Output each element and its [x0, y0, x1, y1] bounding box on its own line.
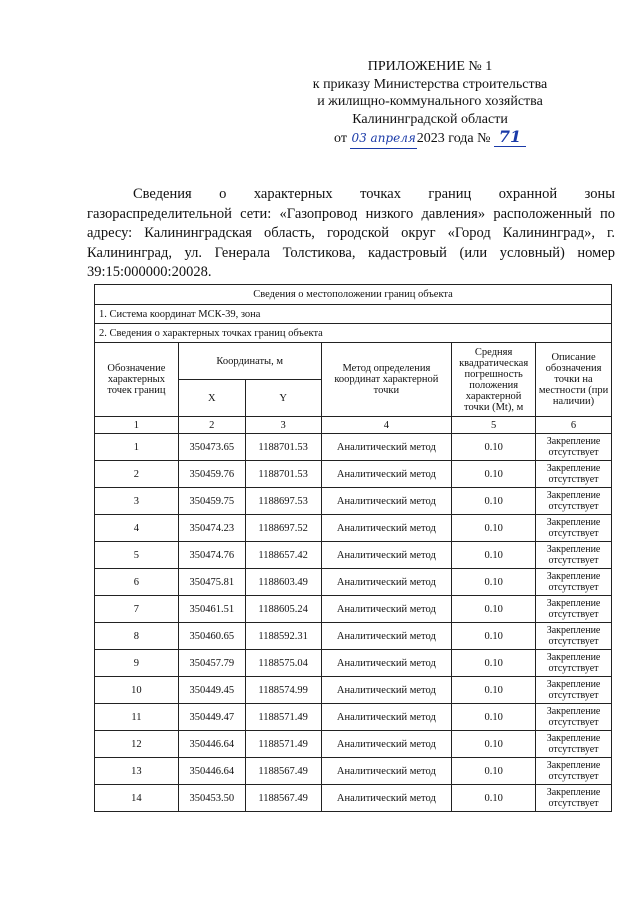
- header-coords: Координаты, м: [178, 343, 321, 380]
- method-cell: Аналитический метод: [321, 704, 452, 731]
- point-number-cell: 5: [95, 542, 179, 569]
- y-coordinate-cell: 1188575.04: [245, 650, 321, 677]
- point-number-cell: 13: [95, 758, 179, 785]
- x-coordinate-cell: 350461.51: [178, 596, 245, 623]
- error-cell: 0.10: [452, 758, 536, 785]
- column-number: 1: [95, 417, 179, 434]
- table-row: [95, 515, 612, 542]
- table-row: [95, 650, 612, 677]
- error-cell: 0.10: [452, 623, 536, 650]
- error-cell: 0.10: [452, 488, 536, 515]
- error-cell: 0.10: [452, 515, 536, 542]
- x-coordinate-cell: 350474.76: [178, 542, 245, 569]
- description-cell: [536, 434, 612, 461]
- description-text: Закрепление отсутствует: [546, 544, 601, 566]
- description-text: Закрепление отсутствует: [546, 760, 601, 782]
- method-cell: Аналитический метод: [321, 515, 452, 542]
- table-row: [95, 461, 612, 488]
- table-row: [95, 677, 612, 704]
- error-cell: 0.10: [452, 677, 536, 704]
- y-coordinate-cell: 1188567.49: [245, 785, 321, 812]
- method-cell: Аналитический метод: [321, 785, 452, 812]
- description-cell: [536, 569, 612, 596]
- y-coordinate-cell: 1188603.49: [245, 569, 321, 596]
- appendix-header: [300, 58, 560, 149]
- point-number-cell: 1: [95, 434, 179, 461]
- y-coordinate-cell: 1188571.49: [245, 731, 321, 758]
- x-coordinate-cell: 350459.76: [178, 461, 245, 488]
- error-cell: 0.10: [452, 569, 536, 596]
- method-cell: Аналитический метод: [321, 596, 452, 623]
- y-coordinate-cell: 1188697.52: [245, 515, 321, 542]
- column-number: 4: [321, 417, 452, 434]
- x-coordinate-cell: 350446.64: [178, 731, 245, 758]
- x-coordinate-cell: 350446.64: [178, 758, 245, 785]
- table-title: Сведения о местоположении границ объекта: [95, 285, 612, 305]
- x-coordinate-cell: 350459.75: [178, 488, 245, 515]
- table-row: [95, 704, 612, 731]
- error-cell: 0.10: [452, 596, 536, 623]
- point-number-cell: 7: [95, 596, 179, 623]
- description-cell: [536, 650, 612, 677]
- method-cell: Аналитический метод: [321, 623, 452, 650]
- boundary-points-table: [94, 284, 612, 812]
- y-coordinate-cell: 1188592.31: [245, 623, 321, 650]
- error-cell: 0.10: [452, 461, 536, 488]
- description-text: Закрепление отсутствует: [546, 679, 601, 701]
- description-cell: [536, 461, 612, 488]
- y-coordinate-cell: 1188657.42: [245, 542, 321, 569]
- description-text: Закрепление отсутствует: [546, 517, 601, 539]
- description-text: Закрепление отсутствует: [546, 436, 601, 458]
- description-text: Закрепление отсутствует: [546, 652, 601, 674]
- date-prefix: от: [334, 131, 347, 146]
- method-cell: Аналитический метод: [321, 569, 452, 596]
- y-coordinate-cell: 1188574.99: [245, 677, 321, 704]
- table-row: [95, 731, 612, 758]
- table-title-row: [95, 285, 612, 305]
- error-cell: 0.10: [452, 731, 536, 758]
- table-row: [95, 542, 612, 569]
- point-number-cell: 10: [95, 677, 179, 704]
- column-number: 3: [245, 417, 321, 434]
- description-cell: [536, 677, 612, 704]
- point-number-cell: 3: [95, 488, 179, 515]
- appendix-line-region: Калининградской области: [352, 111, 508, 127]
- method-cell: Аналитический метод: [321, 542, 452, 569]
- description-cell: [536, 785, 612, 812]
- method-cell: Аналитический метод: [321, 488, 452, 515]
- column-number: 5: [452, 417, 536, 434]
- description-cell: [536, 488, 612, 515]
- y-coordinate-cell: 1188567.49: [245, 758, 321, 785]
- x-coordinate-cell: 350474.23: [178, 515, 245, 542]
- description-text: Закрепление отсутствует: [546, 706, 601, 728]
- x-coordinate-cell: 350460.65: [178, 623, 245, 650]
- table-row: [95, 434, 612, 461]
- error-cell: 0.10: [452, 542, 536, 569]
- header-error: Средняя квадратическая погрешность положения характерной точки (Mt), м: [452, 343, 536, 417]
- header-y: Y: [245, 380, 321, 417]
- point-number-cell: 4: [95, 515, 179, 542]
- section-2-row: [95, 324, 612, 343]
- y-coordinate-cell: 1188571.49: [245, 704, 321, 731]
- section-coordinate-system: 1. Система координат МСК-39, зона: [95, 305, 612, 324]
- table-row: [95, 623, 612, 650]
- description-text: Закрепление отсутствует: [546, 787, 601, 809]
- date-suffix: 2023 года №: [416, 131, 491, 146]
- section-1-row: [95, 305, 612, 324]
- column-number-row: [95, 417, 612, 434]
- point-number-cell: 8: [95, 623, 179, 650]
- header-method: Метод определения координат характерной точки: [321, 343, 452, 417]
- appendix-line-order: к приказу Министерства строительства: [312, 76, 548, 92]
- error-cell: 0.10: [452, 785, 536, 812]
- table-row: [95, 785, 612, 812]
- method-cell: Аналитический метод: [321, 650, 452, 677]
- x-coordinate-cell: 350475.81: [178, 569, 245, 596]
- header-description: Описание обозначения точки на местности (при наличии): [536, 343, 612, 417]
- description-text: Закрепление отсутствует: [546, 463, 601, 485]
- y-coordinate-cell: 1188701.53: [245, 461, 321, 488]
- description-text: Закрепление отсутствует: [546, 598, 601, 620]
- section-points: 2. Сведения о характерных точках границ объекта: [95, 324, 612, 343]
- table-row: [95, 569, 612, 596]
- table-row: [95, 758, 612, 785]
- handwritten-date: 03 апреля: [350, 130, 416, 149]
- table-row: [95, 488, 612, 515]
- description-text: Закрепление отсутствует: [546, 625, 601, 647]
- point-number-cell: 2: [95, 461, 179, 488]
- point-number-cell: 6: [95, 569, 179, 596]
- header-point: Обозначение характерных точек границ: [95, 343, 179, 417]
- description-text: Закрепление отсутствует: [546, 571, 601, 593]
- description-cell: [536, 704, 612, 731]
- intro-paragraph-block: [87, 185, 615, 283]
- method-cell: Аналитический метод: [321, 758, 452, 785]
- header-row-1: [95, 343, 612, 380]
- handwritten-order-number: 71: [494, 128, 526, 147]
- description-cell: [536, 623, 612, 650]
- method-cell: Аналитический метод: [321, 461, 452, 488]
- description-cell: [536, 596, 612, 623]
- y-coordinate-cell: 1188605.24: [245, 596, 321, 623]
- description-cell: [536, 731, 612, 758]
- column-number: 6: [536, 417, 612, 434]
- appendix-title: ПРИЛОЖЕНИЕ № 1: [367, 59, 493, 74]
- x-coordinate-cell: 350449.45: [178, 677, 245, 704]
- point-number-cell: 12: [95, 731, 179, 758]
- x-coordinate-cell: 350449.47: [178, 704, 245, 731]
- point-number-cell: 11: [95, 704, 179, 731]
- header-x: X: [178, 380, 245, 417]
- description-cell: [536, 515, 612, 542]
- y-coordinate-cell: 1188697.53: [245, 488, 321, 515]
- method-cell: Аналитический метод: [321, 677, 452, 704]
- x-coordinate-cell: 350473.65: [178, 434, 245, 461]
- error-cell: 0.10: [452, 704, 536, 731]
- x-coordinate-cell: 350457.79: [178, 650, 245, 677]
- point-number-cell: 14: [95, 785, 179, 812]
- description-cell: [536, 758, 612, 785]
- error-cell: 0.10: [452, 434, 536, 461]
- appendix-line-ministry: и жилищно-коммунального хозяйства: [317, 94, 543, 109]
- error-cell: 0.10: [452, 650, 536, 677]
- y-coordinate-cell: 1188701.53: [245, 434, 321, 461]
- x-coordinate-cell: 350453.50: [178, 785, 245, 812]
- description-text: Закрепление отсутствует: [546, 733, 601, 755]
- method-cell: Аналитический метод: [321, 731, 452, 758]
- method-cell: Аналитический метод: [321, 434, 452, 461]
- column-number: 2: [178, 417, 245, 434]
- description-cell: [536, 542, 612, 569]
- table-row: [95, 596, 612, 623]
- order-date-line: [300, 128, 560, 149]
- intro-paragraph: Сведения о характерных точках границ охранной зоны газораспределительной сети: «Газопровод низкого давления» расположенный по адресу: Калининградская область, городской округ «Город Калининград», г. Калининград, ул. Генерала Толстикова, кадастровый (или условный) номер 39:15:000000:20028.: [87, 186, 615, 280]
- description-text: Закрепление отсутствует: [546, 490, 601, 512]
- point-number-cell: 9: [95, 650, 179, 677]
